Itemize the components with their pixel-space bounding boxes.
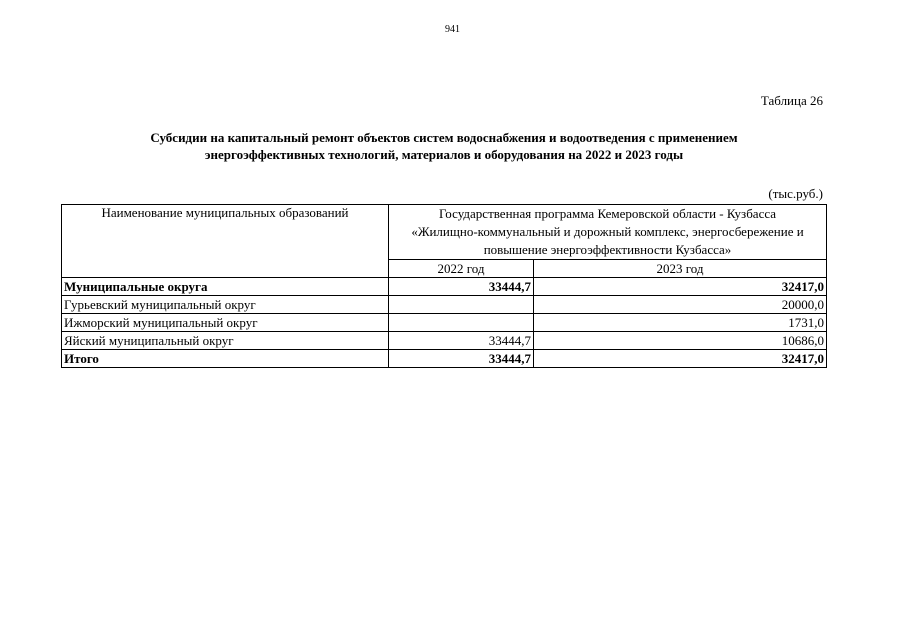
row-name: Яйский муниципальный округ	[62, 332, 389, 350]
table-row	[62, 314, 827, 332]
row-value-2023: 20000,0	[534, 296, 827, 314]
row-value-2022	[389, 296, 534, 314]
column-header-name: Наименование муниципальных образований	[62, 205, 389, 278]
row-name: Муниципальные округа	[62, 278, 389, 296]
row-value-2023: 10686,0	[534, 332, 827, 350]
row-value-2022: 33444,7	[389, 332, 534, 350]
row-value-2023: 1731,0	[534, 314, 827, 332]
program-line-2: «Жилищно-коммунальный и дорожный комплекс, энергосбережение и	[411, 224, 804, 239]
column-header-program	[389, 205, 827, 260]
table-row	[62, 278, 827, 296]
program-line-3: повышение энергоэффективности Кузбасса»	[483, 242, 732, 257]
title-line-2: энергоэффективных технологий, материалов и оборудования на 2022 и 2023 годы	[204, 147, 684, 162]
row-name: Гурьевский муниципальный округ	[62, 296, 389, 314]
units-label: (тыс.руб.)	[768, 186, 823, 201]
column-header-2022: 2022 год	[389, 260, 534, 278]
row-value-2022: 33444,7	[389, 278, 534, 296]
column-header-2023: 2023 год	[534, 260, 827, 278]
document-title	[62, 129, 826, 163]
table-row	[62, 296, 827, 314]
table-row	[62, 332, 827, 350]
row-value-2023: 32417,0	[534, 350, 827, 368]
table-header-row	[62, 205, 827, 260]
table-caption: Таблица 26	[760, 93, 823, 108]
row-value-2022: 33444,7	[389, 350, 534, 368]
row-name: Итого	[62, 350, 389, 368]
table-total-row	[62, 350, 827, 368]
subsidies-table	[61, 204, 827, 368]
row-name: Ижморский муниципальный округ	[62, 314, 389, 332]
page-number: 941	[445, 24, 460, 35]
row-value-2022	[389, 314, 534, 332]
row-value-2023: 32417,0	[534, 278, 827, 296]
program-line-1: Государственная программа Кемеровской области - Кузбасса	[438, 206, 777, 221]
title-line-1: Субсидии на капитальный ремонт объектов систем водоснабжения и водоотведения с применением	[150, 130, 738, 145]
